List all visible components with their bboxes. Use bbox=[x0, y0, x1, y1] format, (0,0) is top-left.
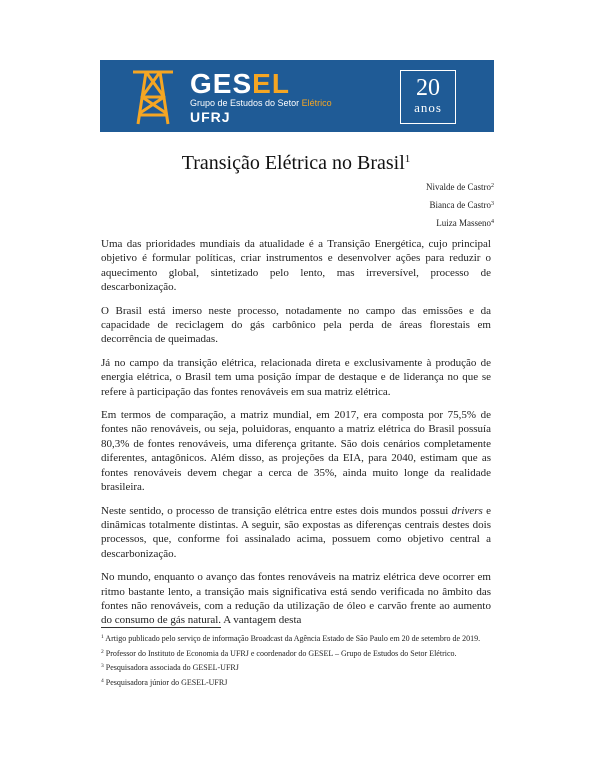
header-banner bbox=[100, 60, 494, 132]
brand-block bbox=[190, 70, 332, 125]
power-tower-icon bbox=[130, 69, 176, 126]
paragraph: O Brasil está imerso neste processo, notadamente no campo das emissões e da capacidade de reciclagem do gás carbônico pela perda de áreas florestais em decorrência de queimadas. bbox=[101, 304, 491, 346]
anniversary-label: anos bbox=[414, 100, 442, 115]
title-footnote-ref: 1 bbox=[404, 153, 411, 165]
footnote-item: $^4$ Pesquisadora júnior do GESEL-UFRJ bbox=[101, 677, 228, 687]
brand-university: UFRJ bbox=[190, 109, 231, 125]
anniversary-badge bbox=[400, 70, 456, 124]
brand-logo-text: GESEL bbox=[190, 68, 290, 99]
author-line: Nivalde de Castro$^2$ bbox=[426, 182, 494, 192]
footnotes bbox=[101, 632, 493, 690]
paragraph: Uma das prioridades mundiais da atualidade é a Transição Energética, cujo principal objetivo é formular políticas, criar instrumentos e desenvolver ações para reduzir o aquecimento global, sintetizado pelo lento, mas irreversível, processo de descarbonização. bbox=[101, 238, 491, 294]
paragraph: Neste sentido, o processo de transição elétrica entre estes dois mundos possui drivers e dinâmicas totalmente distintas. A seguir, são expostas as diferenças centrais destes dois processos, que, conforme foi assinalado acima, possuem como objetivo central a descarbonização. bbox=[101, 504, 491, 560]
footnote-divider bbox=[101, 627, 221, 628]
page-title: Transição Elétrica no Brasil$^1$ bbox=[181, 152, 411, 174]
paragraph: No mundo, enquanto o avanço das fontes renováveis na matriz elétrica deve ocorrer em ritmo bastante lento, a transição mais significativa está sendo verificada no âmbito das fontes não renováveis, com a redução da utilização de óleo e carvão frente ao aumento do consumo de gás natural. A vantagem desta bbox=[101, 571, 491, 627]
footnote-item: $^3$ Pesquisadora associada do GESEL-UFRJ bbox=[101, 663, 239, 672]
author-line: Bianca de Castro$^3$ bbox=[429, 200, 494, 210]
author-line: Luiza Masseno$^4$ bbox=[436, 218, 494, 228]
anniversary-number: 20 bbox=[416, 75, 440, 101]
paragraph: Em termos de comparação, a matriz mundial, em 2017, era composta por 75,5% de fontes não renováveis, ou seja, poluidoras, enquanto a matriz elétrica do Brasil possuía 80,3% de fontes renováveis, uma diferença gritante. São dois cenários completamente diferentes, antagônicos. Além disso, as projeções da EIA, para 2040, estimam que as fontes renováveis devem chegar a cerca de 35%, ainda muito longe da realidade brasileira. bbox=[101, 409, 491, 494]
footnote-item: $^1$ Artigo publicado pelo serviço de informação Broadcast da Agência Estado de São Paulo em 20 de setembro de 2019. bbox=[101, 634, 481, 643]
article-body bbox=[101, 237, 491, 637]
paragraph: Já no campo da transição elétrica, relacionada direta e exclusivamente à produção de energia elétrica, o Brasil tem uma posição ímpar de destaque e de liderança no que se refere à participação das fontes renováveis em sua matriz elétrica. bbox=[101, 356, 491, 398]
brand-subtitle: Grupo de Estudos do Setor Elétrico bbox=[190, 98, 332, 108]
footnote-item: $^2$ Professor do Instituto de Economia da UFRJ e coordenador do GESEL – Grupo de Estudos do Setor Elétrico. bbox=[101, 648, 457, 658]
